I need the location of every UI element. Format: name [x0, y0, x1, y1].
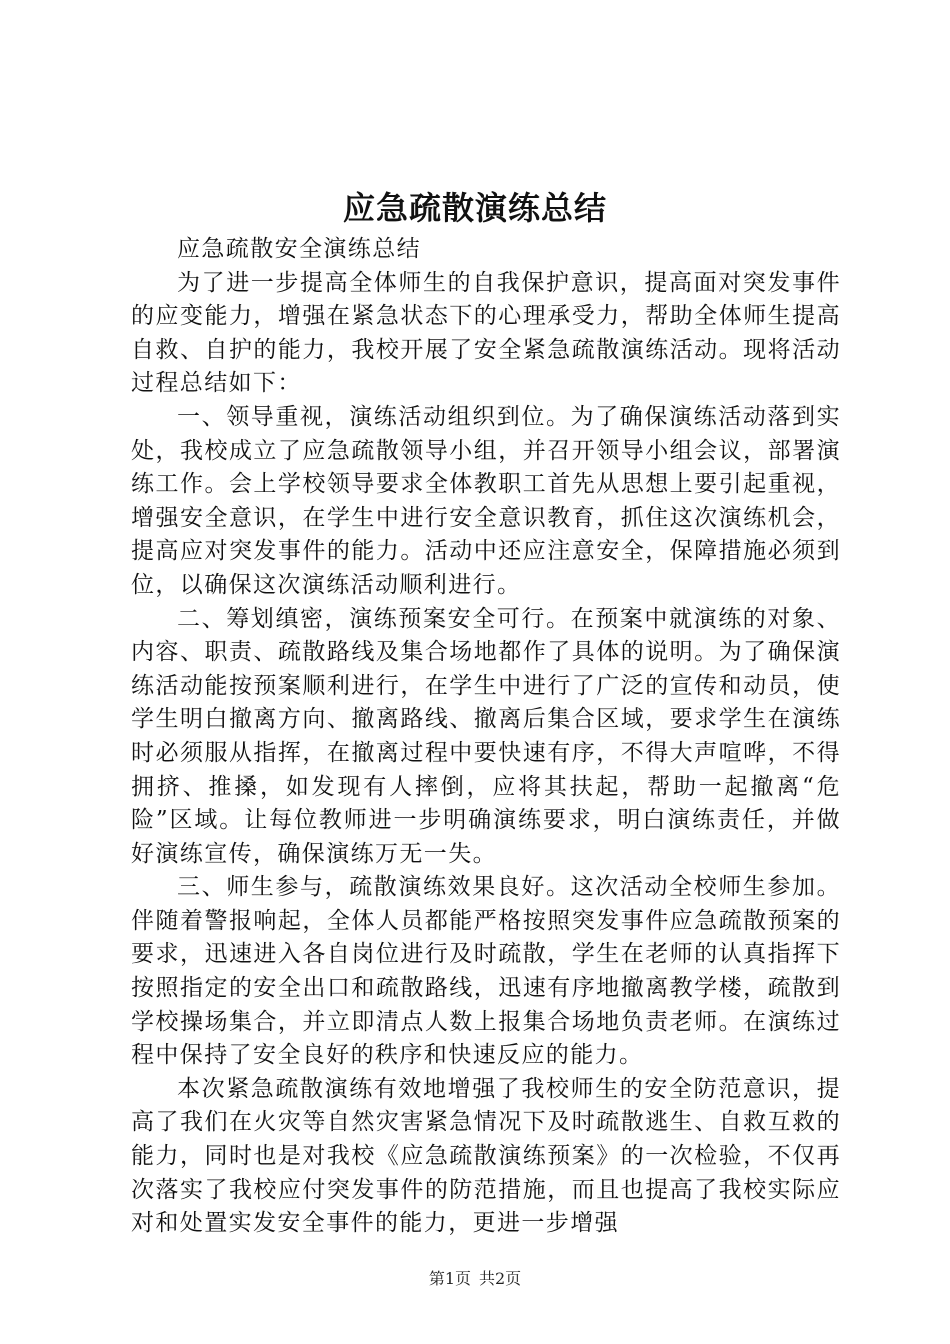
- page-total: 共2页: [479, 1269, 522, 1288]
- page-footer: [0, 1268, 950, 1290]
- document-body: [131, 233, 841, 1241]
- subtitle-paragraph: 应急疏散安全演练总结: [177, 236, 421, 262]
- section-one-paragraph: 一、领导重视，演练活动组织到位。为了确保演练活动落到实处，我校成立了应急疏散领导小组，并召开领导小组会议，部署演练工作。会上学校领导要求全体教职工首先从思想上要引起重视，增强安全意识，在学生中进行安全意识教育，抓住这次演练机会，提高应对突发事件的能力。活动中还应注意安全，保障措施必须到位，以确保这次演练活动顺利进行。: [131, 403, 841, 598]
- conclusion-paragraph: 本次紧急疏散演练有效地增强了我校师生的安全防范意识，提高了我们在火灾等自然灾害紧急情况下及时疏散逃生、自救互救的能力，同时也是对我校《应急疏散演练预案》的一次检验，不仅再次落实了我校应付突发事件的防范措施，而且也提高了我校实际应对和处置实发安全事件的能力，更进一步增强: [131, 1075, 841, 1237]
- document-title: 应急疏散演练总结: [342, 189, 607, 227]
- section-three-paragraph: 三、师生参与，疏散演练效果良好。这次活动全校师生参加。伴随着警报响起，全体人员都能严格按照突发事件应急疏散预案的要求，迅速进入各自岗位进行及时疏散，学生在老师的认真指挥下按照指定的安全出口和疏散路线，迅速有序地撤离教学楼，疏散到学校操场集合，并立即清点人数上报集合场地负责老师。在演练过程中保持了安全良好的秩序和快速反应的能力。: [131, 874, 841, 1069]
- intro-paragraph: 为了进一步提高全体师生的自我保护意识，提高面对突发事件的应变能力，增强在紧急状态下的心理承受力，帮助全体师生提高自救、自护的能力，我校开展了安全紧急疏散演练活动。现将活动过程总结如下：: [131, 269, 841, 397]
- section-two-paragraph: 二、筹划缜密，演练预案安全可行。在预案中就演练的对象、内容、职责、疏散路线及集合场地都作了具体的说明。为了确保演练活动能按预案顺利进行，在学生中进行了广泛的宣传和动员，使学生明白撤离方向、撤离路线、撤离后集合区域，要求学生在演练时必须服从指挥，在撤离过程中要快速有序，不得大声喧哗，不得拥挤、推搡，如发现有人摔倒，应将其扶起，帮助一起撤离“危险”区域。让每位教师进一步明确演练要求，明白演练责任，并做好演练宣传，确保演练万无一失。: [131, 605, 841, 867]
- page-number: 第1页: [428, 1269, 471, 1288]
